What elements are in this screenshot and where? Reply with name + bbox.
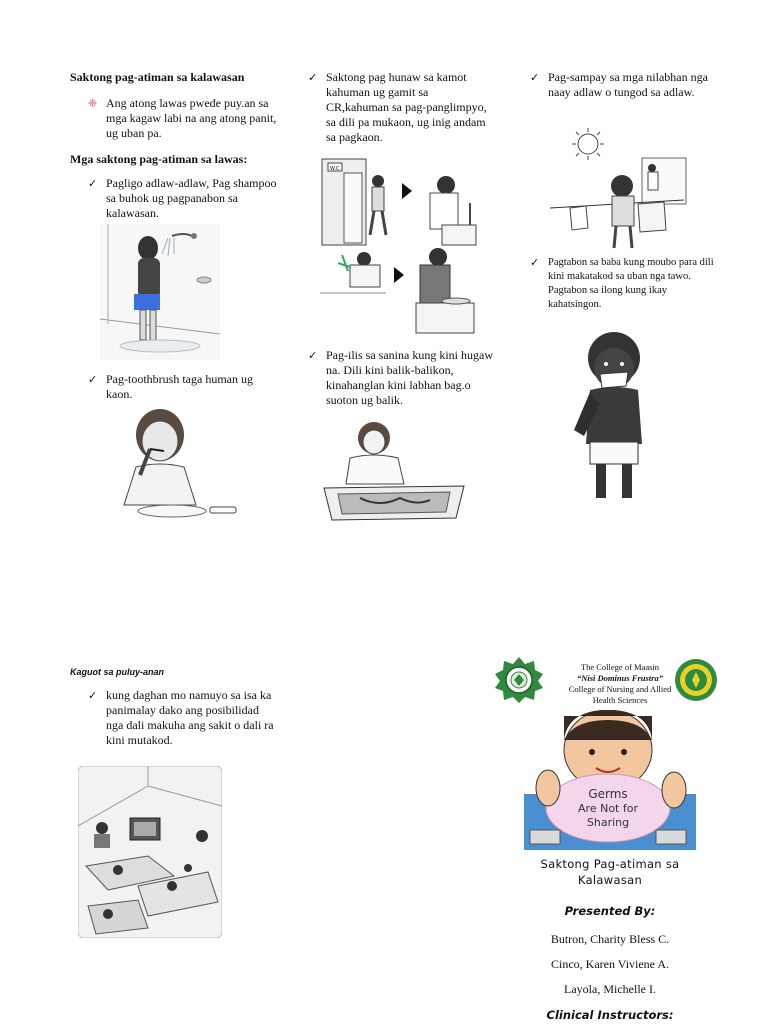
list-item bbox=[88, 372, 278, 402]
wc-sign: W.C bbox=[330, 166, 340, 172]
germs-poster-illustration bbox=[524, 710, 696, 850]
laundry-washing-illustration bbox=[320, 418, 468, 530]
list-item-text: Pagtabon sa baba kung moubo para dili kini makatakod sa uban nga tawo. Pagtabon sa ilong kung ikay kahatsingon. bbox=[548, 257, 714, 310]
presenter-name: Cinco, Karen Viviene A. bbox=[550, 957, 670, 971]
list-item bbox=[88, 688, 278, 748]
poster-line1: Germs bbox=[588, 787, 628, 801]
check-icon: ✓ bbox=[308, 71, 318, 84]
panel4-heading: Kaguot sa puluy-anan bbox=[70, 667, 165, 677]
college-logo-icon bbox=[494, 656, 544, 704]
intro-item bbox=[88, 96, 278, 141]
college-name: The College of Maasin bbox=[580, 662, 660, 672]
check-icon: ✓ bbox=[308, 349, 318, 362]
check-icon: ✓ bbox=[530, 256, 540, 269]
list-item bbox=[530, 256, 718, 312]
college-header bbox=[548, 662, 692, 706]
check-icon: ✓ bbox=[88, 373, 98, 386]
crowded-room-illustration bbox=[78, 766, 222, 938]
college-motto: “Nisi Dominus Frustra” bbox=[577, 673, 663, 683]
intro-text: Ang atong lawas pwede puy.an sa mga kagaw labi na ang atong panit, ug uban pa. bbox=[106, 96, 277, 140]
check-icon: ✓ bbox=[530, 71, 540, 84]
presenter-name: Butron, Charity Bless C. bbox=[550, 932, 670, 946]
list-item-text: Pag-toothbrush taga human ug kaon. bbox=[106, 372, 253, 401]
list-item bbox=[308, 70, 494, 145]
cover-mouth-illustration bbox=[570, 332, 662, 500]
list-item bbox=[88, 176, 278, 221]
list-item-text: Pag-ilis sa sanina kung kini hugaw na. Dili kini balik-balikon, kinahanglan kini labhan bag.o suoton ug balik. bbox=[326, 348, 493, 407]
department-line1: College of Nursing and Allied bbox=[568, 684, 672, 694]
list-item-text: kung daghan mo namuyo sa isa ka panimalay dako ang posibilidad nga dali makuha ang sakit o dali ra kini mutakod. bbox=[106, 688, 274, 747]
cover-title-line2: Kalawasan bbox=[577, 873, 643, 887]
list-item bbox=[530, 70, 718, 100]
clinical-instructors-label: Clinical Instructors: bbox=[546, 1008, 674, 1022]
poster-line3: Sharing bbox=[586, 816, 630, 829]
presented-by-label: Presented By: bbox=[564, 904, 656, 918]
list-item bbox=[308, 348, 494, 408]
presenter-name: Layola, Michelle I. bbox=[564, 982, 656, 996]
cover-title-line1: Saktong Pag-atiman sa bbox=[540, 857, 680, 871]
check-icon: ✓ bbox=[88, 689, 98, 702]
poster-line2: Are Not for bbox=[578, 802, 638, 815]
department-line2: Health Sciences bbox=[592, 695, 648, 705]
handwashing-illustration bbox=[320, 155, 480, 345]
check-icon: ✓ bbox=[88, 177, 98, 190]
list-item-text: Pagligo adlaw-adlaw, Pag shampoo sa buhok ug pagpanabon sa kalawasan. bbox=[106, 176, 277, 220]
clothesline-illustration bbox=[546, 128, 688, 252]
panel1-subheading: Mga saktong pag-atiman sa lawas: bbox=[70, 152, 248, 166]
list-item-text: Pag-sampay sa mga nilabhan nga naay adlaw o tungod sa adlaw. bbox=[548, 70, 708, 99]
nursing-logo-icon bbox=[674, 658, 718, 702]
panel1-heading: Saktong pag-atiman sa kalawasan bbox=[70, 70, 245, 84]
bullet-icon: ❈ bbox=[88, 97, 98, 110]
shower-illustration bbox=[100, 224, 220, 360]
list-item-text: Saktong pag hunaw sa kamot kahuman ug gamit sa CR,kahuman sa pag-panglimpyo, sa dili pa mukaon, ug inig andam sa pagkaon. bbox=[326, 70, 487, 144]
toothbrush-illustration bbox=[100, 405, 240, 525]
cover-title bbox=[520, 856, 700, 888]
